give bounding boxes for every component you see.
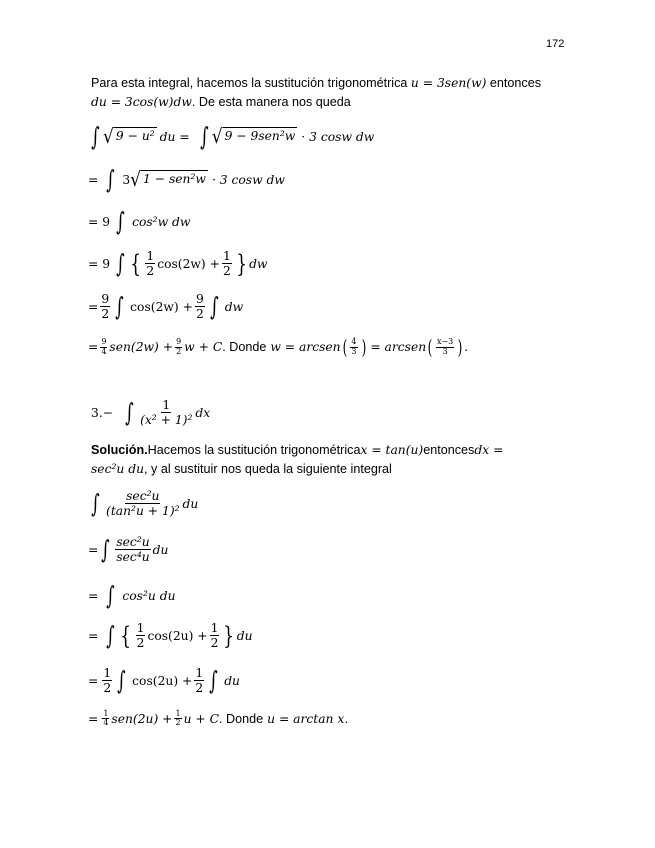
- solution-math: sec²u du: [91, 462, 145, 476]
- fraction: $\frac{1}{2}$: [175, 709, 181, 728]
- eq-text: . Donde: [219, 711, 264, 726]
- eq-text: dw: [249, 256, 268, 271]
- left-brace: {: [120, 621, 132, 650]
- eq-prefix: =: [88, 588, 99, 603]
- eq-text: dw: [224, 299, 244, 314]
- p1-equation-1: [88, 124, 374, 149]
- p2-equation-3: [88, 583, 176, 608]
- right-paren: ): [361, 335, 366, 359]
- solution-text: Hacemos la sustitución trigonométrica: [147, 443, 361, 457]
- solution-text: , y al sustituir nos queda la siguiente integral: [144, 462, 392, 476]
- sqrt-3: √ 1 − sen²w: [130, 168, 206, 191]
- fraction: $\frac{1}{2}$: [195, 666, 204, 696]
- p1-equation-3: [88, 209, 190, 234]
- p2-equation-1: [88, 489, 198, 518]
- intro-text-end: entonces: [489, 76, 542, 90]
- integral-sign: ∫: [116, 207, 125, 236]
- eq-text: du: [224, 673, 240, 688]
- eq-text: cos²w dw: [132, 214, 191, 229]
- eq-text: cos(2w) +: [157, 256, 220, 271]
- eq-text: w = arcsen: [270, 340, 341, 354]
- intro-math: u = 3sen(w): [410, 76, 487, 90]
- solution-math: dx =: [474, 443, 504, 457]
- eq-text: cos(2u) +: [132, 673, 193, 688]
- integral-sign: ∫: [115, 292, 124, 322]
- left-paren: (: [342, 335, 347, 359]
- intro-text-2: . De esta manera nos queda: [191, 95, 351, 109]
- sqrt-1: √ 9 − u²: [103, 125, 155, 148]
- eq-text: · 3 cosw dw: [211, 172, 285, 187]
- integral-sign: ∫: [106, 581, 116, 610]
- eq-prefix: =: [88, 340, 99, 354]
- intro-line-2: [91, 95, 351, 109]
- eq-end: .: [464, 340, 469, 354]
- fraction: $\frac{1}{2}$: [222, 249, 231, 279]
- integral-sign: ∫: [91, 122, 100, 151]
- intro-line-1: [91, 76, 541, 90]
- fraction: $\frac{x-3}{3}$: [436, 337, 454, 356]
- eq-prefix: = 9: [88, 214, 111, 229]
- fraction: $\frac{9}{2}$: [101, 292, 110, 322]
- fraction: $\frac{9}{2}$: [176, 337, 182, 356]
- coef: 3: [122, 172, 131, 187]
- solution-math: x = tan(u): [360, 443, 424, 457]
- eq-prefix: =: [88, 542, 99, 557]
- solution-line-2: [91, 462, 392, 476]
- left-brace: {: [130, 249, 142, 278]
- fraction: $\frac{1}{2}$: [210, 621, 219, 651]
- integral-sign: ∫: [199, 122, 209, 151]
- integral-sign: ∫: [117, 666, 126, 696]
- sqrt-2: √ 9 − 9sen²w: [211, 125, 296, 148]
- eq-text: . Donde: [222, 340, 267, 354]
- eq-text: cos²u du: [122, 588, 176, 603]
- fraction: $\frac{\text{sec²u}}{\text{sec⁴u}}$: [116, 535, 150, 565]
- intro-math-2: du = 3cos(w)dw: [91, 95, 192, 109]
- eq-text: u = arctan x: [267, 711, 345, 726]
- integral-sign: ∫: [116, 249, 125, 279]
- integral-sign: ∫: [210, 292, 219, 322]
- fraction: $\frac{9}{4}$: [101, 337, 107, 356]
- intro-text: Para esta integral, hacemos la sustitución trigonométrica: [91, 76, 408, 90]
- integral-sign: ∫: [106, 165, 116, 194]
- fraction: $\frac{1}{\text{(x² + 1)²}}$: [140, 398, 193, 428]
- fraction: $\frac{\text{sec²u}}{\text{(tan²u + 1)²}}$: [106, 489, 180, 519]
- eq-text: cos(2u) +: [147, 628, 208, 643]
- integral-sign: ∫: [209, 666, 218, 696]
- eq-text: sen(2u) +: [111, 711, 173, 726]
- page-number: 172: [546, 38, 565, 50]
- eq-prefix: =: [88, 628, 99, 643]
- solution-label: Solución.: [91, 443, 148, 457]
- fraction: $\frac{1}{4}$: [103, 709, 109, 728]
- fraction: $\frac{9}{2}$: [195, 292, 204, 322]
- fraction: $\frac{4}{3}$: [351, 337, 357, 356]
- p1-equation-5: [88, 292, 243, 321]
- exercise-label: 3.−: [91, 405, 114, 420]
- eq-text: du: [182, 496, 199, 511]
- p1-equation-4: [88, 249, 267, 278]
- p1-equation-2: [88, 167, 285, 192]
- eq-prefix: = 9: [88, 256, 111, 271]
- eq-text: = arcsen: [370, 340, 427, 354]
- integral-sign: ∫: [91, 489, 100, 519]
- fraction: $\frac{1}{2}$: [146, 249, 155, 279]
- eq-prefix: =: [88, 299, 99, 314]
- exercise-3: [91, 398, 210, 427]
- left-paren: (: [427, 335, 433, 359]
- fraction: $\frac{1}{2}$: [136, 621, 145, 651]
- integral-sign: ∫: [106, 621, 116, 651]
- right-brace: }: [236, 249, 247, 278]
- solution-text: entonces: [423, 443, 475, 457]
- right-paren: ): [457, 335, 463, 359]
- eq-text: sen(2w) +: [109, 340, 174, 354]
- eq-text: · 3 cosw dw: [301, 129, 375, 144]
- eq-text: cos(2w) +: [130, 299, 193, 314]
- eq-text: dx: [195, 405, 211, 420]
- fraction: $\frac{1}{2}$: [103, 666, 112, 696]
- integral-sign: ∫: [101, 535, 111, 565]
- eq-prefix: =: [88, 711, 99, 726]
- solution-line-1: [91, 443, 565, 457]
- right-brace: }: [223, 621, 235, 650]
- eq-end: .: [344, 711, 349, 726]
- eq-text: w + C: [184, 340, 223, 354]
- eq-prefix: =: [88, 673, 99, 688]
- integral-sign: ∫: [125, 398, 134, 428]
- p2-equation-2: [88, 535, 168, 564]
- eq-text: du: [152, 542, 169, 557]
- p2-equation-6: [88, 710, 348, 728]
- eq-text: du =: [159, 129, 190, 144]
- p2-equation-4: [88, 621, 253, 650]
- eq-text: du: [236, 628, 253, 643]
- p1-equation-6: [88, 337, 468, 357]
- eq-text: u + C: [183, 711, 220, 726]
- eq-prefix: =: [88, 172, 99, 187]
- p2-equation-5: [88, 666, 240, 695]
